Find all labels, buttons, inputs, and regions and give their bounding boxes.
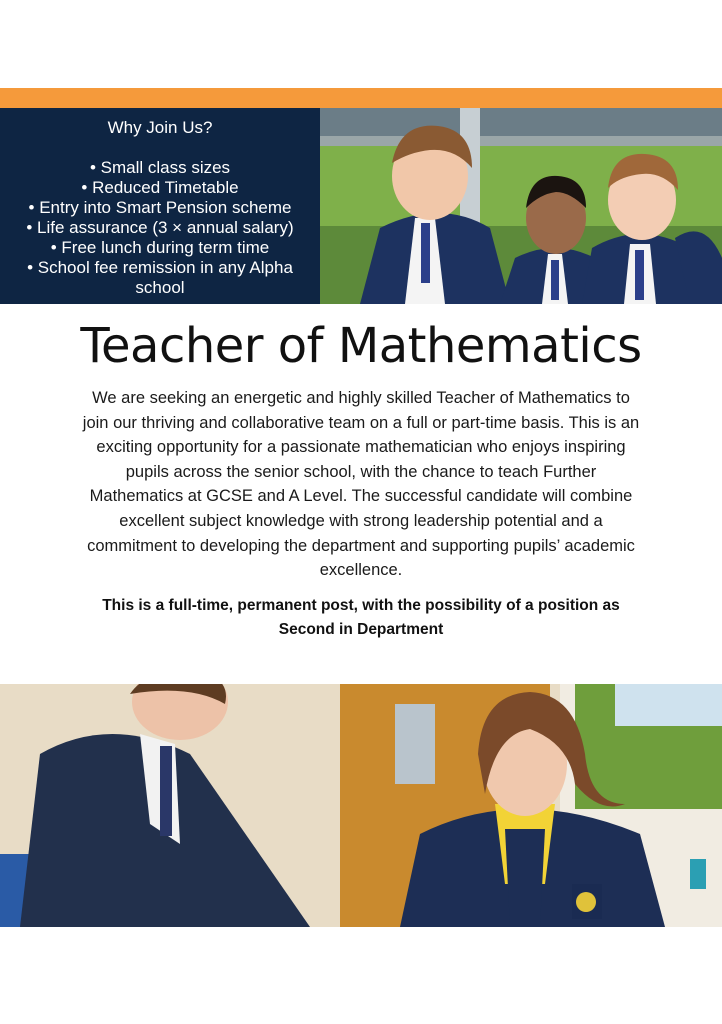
job-description: We are seeking an energetic and highly skilled Teacher of Mathematics to join our thriving and collaborative team on a full or part-time basis. This is an exciting opportunity for a passionate mathematician who enjoys inspiring pupils across the senior school, with the chance to teach Further Mathematics at GCSE and A Level. The successful candidate will combine excellent subject knowledge with strong leadership potential and a commitment to developing the department and supporting pupils’ academic excellence.: [82, 389, 640, 580]
benefit-item: • Entry into Smart Pension scheme: [28, 198, 292, 217]
why-join-us-heading: Why Join Us?: [107, 118, 213, 137]
benefit-item: • Reduced Timetable: [81, 178, 239, 197]
benefit-item: • Life assurance (3 × annual salary): [26, 218, 294, 237]
classroom-photo: [0, 684, 722, 927]
orange-accent-bar: [0, 88, 722, 108]
post-type-statement: This is a full-time, permanent post, with the possibility of a position as Second in Department: [102, 597, 620, 638]
benefits-list: [0, 158, 320, 298]
pupils-photo: [320, 108, 722, 304]
why-join-us-panel: [0, 108, 320, 304]
job-title: Teacher of Mathematics: [80, 318, 642, 374]
benefit-item: • School fee remission in any Alpha school: [27, 258, 293, 297]
benefit-item: • Free lunch during term time: [50, 238, 270, 257]
benefit-item: • Small class sizes: [89, 158, 231, 177]
